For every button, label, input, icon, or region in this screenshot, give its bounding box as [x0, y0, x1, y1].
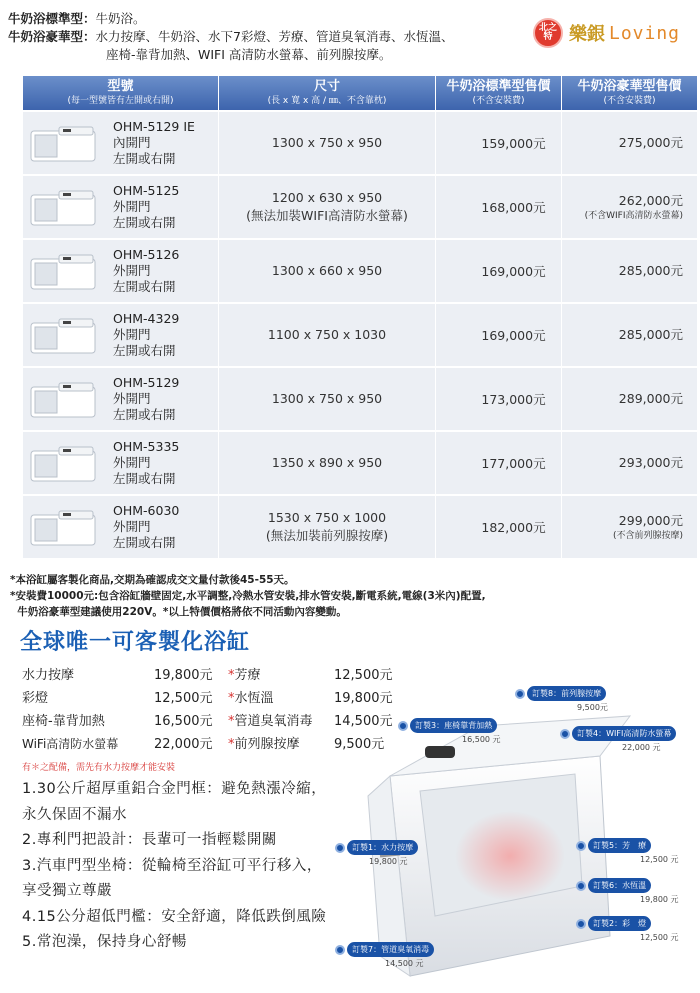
- model-number: OHM-5129: [113, 375, 180, 390]
- standard-price: 159,000元: [481, 136, 546, 151]
- model-text: [113, 375, 179, 423]
- standard-price: 177,000元: [481, 456, 546, 471]
- luxury-price: 275,000元: [618, 135, 683, 150]
- model-text: [113, 247, 179, 295]
- header-key: 牛奶浴標準型：: [8, 11, 96, 26]
- standard-price: 182,000元: [481, 520, 546, 535]
- bathtub-thumbnail-icon: [29, 185, 99, 229]
- table-row: [23, 112, 698, 174]
- model-number: OHM-6030: [113, 503, 180, 518]
- tag-dot-icon: [576, 919, 586, 929]
- standard-price: 168,000元: [481, 200, 546, 215]
- tag-dot-icon: [335, 843, 345, 853]
- option-name: WiFi高清防水螢幕: [22, 737, 119, 751]
- bathtub-thumbnail-icon: [29, 377, 99, 421]
- tag-dot-icon: [398, 721, 408, 731]
- standard-price-cell: [436, 432, 562, 494]
- option-price: 22,000元: [154, 737, 213, 752]
- column-header-luxury-price: [562, 76, 698, 110]
- feature-item: 3.汽車門型坐椅：從輪椅至浴缸可平行移入，: [22, 857, 322, 874]
- size-cell: [219, 432, 436, 494]
- feature-item: 永久保固不漏水: [22, 806, 127, 823]
- section-title: 全球唯一可客製化浴缸: [20, 630, 251, 655]
- option-name: *管道臭氧消毒: [228, 714, 313, 729]
- option-tag: [576, 878, 679, 904]
- model-text: [113, 311, 179, 359]
- column-title: 牛奶浴標準型售價: [446, 79, 551, 94]
- option-row: [22, 733, 402, 756]
- size-value: 1350 x 890 x 950: [271, 455, 383, 470]
- luxury-note: (不含WIFI高清防水螢幕): [584, 211, 683, 221]
- feature-item: 享受獨立尊嚴: [22, 883, 112, 899]
- option-name: *前列腺按摩: [228, 737, 300, 752]
- bathtub-thumbnail-icon: [29, 505, 99, 549]
- brand-name: 樂銀: [569, 24, 605, 45]
- door-type: 外開門: [113, 327, 151, 342]
- luxury-price: 285,000元: [618, 263, 683, 278]
- table-header: [23, 76, 698, 110]
- table-row: [23, 240, 698, 302]
- option-price: 16,500元: [154, 714, 213, 729]
- tag-price: 12,500 元: [640, 933, 679, 942]
- option-tag: [560, 726, 676, 752]
- luxury-price-cell: [562, 368, 698, 430]
- option-row: [22, 687, 402, 710]
- standard-price-cell: [436, 496, 562, 558]
- tag-dot-icon: [576, 841, 586, 851]
- option-row: [22, 664, 402, 687]
- header-key: 牛奶浴豪華型：: [8, 29, 96, 44]
- tag-label: 訂製7：管道臭氧消毒: [347, 942, 434, 957]
- column-title: 牛奶浴豪華型售價: [577, 79, 682, 94]
- bathtub-thumbnail-icon: [29, 313, 99, 357]
- feature-item: 4.15公分超低門檻：安全舒適，降低跌倒風險: [22, 908, 327, 925]
- tag-label: 訂製3：座椅靠背加熱: [410, 718, 497, 733]
- model-text: [113, 183, 179, 231]
- tag-label: 訂製8：前列腺按摩: [527, 686, 606, 701]
- header-specs: [8, 10, 528, 64]
- bathtub-thumbnail-icon: [29, 121, 99, 165]
- tag-price: 19,800 元: [369, 857, 408, 866]
- seal-logo: 北之特: [533, 18, 563, 48]
- luxury-price-cell: [562, 304, 698, 366]
- model-number: OHM-4329: [113, 311, 180, 326]
- model-cell: [23, 240, 219, 302]
- tag-label: 訂製1：水力按摩: [347, 840, 418, 855]
- option-price: 14,500元: [334, 714, 393, 729]
- luxury-price-cell: [562, 112, 698, 174]
- tag-price: 12,500 元: [640, 855, 679, 864]
- standard-price-cell: [436, 176, 562, 238]
- luxury-note: (不含前列腺按摩): [612, 531, 683, 541]
- note-line: *本浴缸屬客製化商品,交期為確認成交文量付款後45-55天。: [10, 574, 295, 586]
- column-header-size: [219, 76, 436, 110]
- table-row: [23, 368, 698, 430]
- model-text: [113, 503, 179, 551]
- tag-price: 14,500 元: [385, 959, 424, 968]
- note-line: 牛奶浴豪華型建議使用220V。*以上特價價格將依不同活動內容變動。: [10, 606, 347, 618]
- size-note: (無法加裝WIFI高清防水螢幕): [246, 208, 408, 223]
- tag-label: 訂製6：水恆溫: [588, 878, 651, 893]
- opening-side: 左開或右開: [113, 407, 176, 422]
- table-row: [23, 176, 698, 238]
- opening-side: 左開或右開: [113, 215, 176, 230]
- header-value: 牛奶浴。: [95, 11, 146, 26]
- door-type: 外開門: [113, 199, 151, 214]
- luxury-price: 289,000元: [618, 391, 683, 406]
- model-text: [113, 439, 179, 487]
- column-subtitle: (每一型號皆有左開或右開): [67, 96, 174, 106]
- standard-price-cell: [436, 304, 562, 366]
- tag-label: 訂製5：芳 療: [588, 838, 651, 853]
- model-text: [113, 119, 195, 167]
- note-line: *安裝費10000元:包含浴缸牆壁固定,水平調整,冷熱水管安裝,排水管安裝,斷電系統,電線(3米內)配置,: [10, 590, 486, 602]
- door-type: 外開門: [113, 519, 151, 534]
- header-value: 座椅-靠背加熱、WIFI 高清防水螢幕、前列腺按摩。: [106, 47, 392, 62]
- bathtub-thumbnail-icon: [29, 441, 99, 485]
- table-row: [23, 304, 698, 366]
- column-title: 型號: [107, 79, 134, 94]
- model-cell: [23, 496, 219, 558]
- tag-label: 訂製4：WIFI高清防水螢幕: [572, 726, 676, 741]
- option-price: 9,500元: [334, 737, 385, 752]
- notes: [10, 572, 690, 620]
- model-number: OHM-5126: [113, 247, 180, 262]
- size-note: (無法加裝前列腺按摩): [265, 528, 389, 543]
- model-cell: [23, 304, 219, 366]
- opening-side: 左開或右開: [113, 535, 176, 550]
- tag-dot-icon: [576, 881, 586, 891]
- luxury-price-cell: [562, 496, 698, 558]
- size-cell: [219, 368, 436, 430]
- size-value: 1530 x 750 x 1000: [267, 510, 387, 525]
- option-price: 19,800元: [334, 691, 393, 706]
- model-number: OHM-5335: [113, 439, 180, 454]
- tag-price: 19,800 元: [640, 895, 679, 904]
- option-row: [22, 710, 402, 733]
- table-row: [23, 496, 698, 558]
- option-name: 彩燈: [22, 691, 49, 706]
- tag-dot-icon: [560, 729, 570, 739]
- column-subtitle: (不含安裝費): [603, 96, 656, 106]
- brand-logo: [533, 16, 691, 50]
- option-name: 座椅-靠背加熱: [22, 714, 105, 729]
- feature-item: 2.專利門把設計：長輩可一指輕鬆開關: [22, 832, 277, 848]
- tag-price: 9,500元: [577, 703, 608, 712]
- header-line: [8, 28, 528, 46]
- luxury-price-cell: [562, 176, 698, 238]
- option-tag: [335, 840, 418, 866]
- option-tag: [335, 942, 434, 968]
- option-price: 19,800元: [154, 668, 213, 683]
- option-tag: [398, 718, 501, 744]
- table-body: [23, 112, 698, 558]
- header-value: 水力按摩、牛奶浴、水下7彩燈、芳療、管道臭氧消毒、水恆溫、: [95, 29, 454, 44]
- column-subtitle: (不含安裝費): [472, 96, 525, 106]
- column-header-standard-price: [436, 76, 562, 110]
- opening-side: 左開或右開: [113, 151, 176, 166]
- model-number: OHM-5125: [113, 183, 180, 198]
- size-value: 1300 x 750 x 950: [271, 135, 383, 150]
- size-value: 1300 x 750 x 950: [271, 391, 383, 406]
- options-list: [22, 664, 402, 756]
- table-row: [23, 432, 698, 494]
- model-cell: [23, 432, 219, 494]
- option-tag: [576, 916, 679, 942]
- opening-side: 左開或右開: [113, 471, 176, 486]
- standard-price: 169,000元: [481, 328, 546, 343]
- standard-price-cell: [436, 368, 562, 430]
- opening-side: 左開或右開: [113, 279, 176, 294]
- luxury-price: 285,000元: [618, 327, 683, 342]
- size-cell: [219, 176, 436, 238]
- brand-name-latin: Loving: [609, 22, 681, 44]
- standard-price: 169,000元: [481, 264, 546, 279]
- size-value: 1300 x 660 x 950: [271, 263, 383, 278]
- luxury-price: 262,000元: [618, 193, 683, 208]
- tag-dot-icon: [515, 689, 525, 699]
- size-cell: [219, 112, 436, 174]
- column-subtitle: (長 x 寬 x 高 / ㎜、不含靠枕): [267, 96, 387, 106]
- size-cell: [219, 240, 436, 302]
- standard-price-cell: [436, 240, 562, 302]
- column-title: 尺寸: [313, 79, 340, 94]
- tag-dot-icon: [335, 945, 345, 955]
- options-note: 有＊之配備，需先有水力按摩才能安裝: [22, 763, 176, 773]
- opening-side: 左開或右開: [113, 343, 176, 358]
- column-header-model: [23, 76, 219, 110]
- header-line: [8, 46, 528, 64]
- standard-price-cell: [436, 112, 562, 174]
- size-cell: [219, 496, 436, 558]
- model-number: OHM-5129 IE: [113, 119, 195, 134]
- option-price: 12,500元: [334, 668, 393, 683]
- door-type: 外開門: [113, 455, 151, 470]
- option-tag: [515, 686, 608, 712]
- option-name: *芳療: [228, 668, 261, 683]
- tag-label: 訂製2：彩 燈: [588, 916, 651, 931]
- header-line: [8, 10, 528, 28]
- option-tag: [576, 838, 679, 864]
- door-type: 內開門: [113, 135, 151, 150]
- price-table: [23, 76, 698, 558]
- standard-price: 173,000元: [481, 392, 546, 407]
- feature-item: 5.常泡澡，保持身心舒暢: [22, 934, 187, 950]
- luxury-price-cell: [562, 432, 698, 494]
- door-type: 外開門: [113, 263, 151, 278]
- door-type: 外開門: [113, 391, 151, 406]
- option-price: 12,500元: [154, 691, 213, 706]
- luxury-price: 293,000元: [618, 455, 683, 470]
- tag-price: 22,000 元: [622, 743, 661, 752]
- size-cell: [219, 304, 436, 366]
- feature-list: [22, 777, 326, 956]
- tag-price: 16,500 元: [462, 735, 501, 744]
- luxury-price: 299,000元: [618, 513, 683, 528]
- bathtub-product-image: [352, 686, 700, 986]
- option-name: *水恆溫: [228, 691, 274, 706]
- luxury-price-cell: [562, 240, 698, 302]
- model-cell: [23, 176, 219, 238]
- model-cell: [23, 368, 219, 430]
- size-value: 1200 x 630 x 950: [271, 190, 383, 205]
- feature-item: 1.30公斤超厚重鋁合金門框：避免熱漲冷縮，: [22, 781, 327, 797]
- option-name: 水力按摩: [22, 668, 75, 683]
- bathtub-thumbnail-icon: [29, 249, 99, 293]
- size-value: 1100 x 750 x 1030: [267, 327, 387, 342]
- model-cell: [23, 112, 219, 174]
